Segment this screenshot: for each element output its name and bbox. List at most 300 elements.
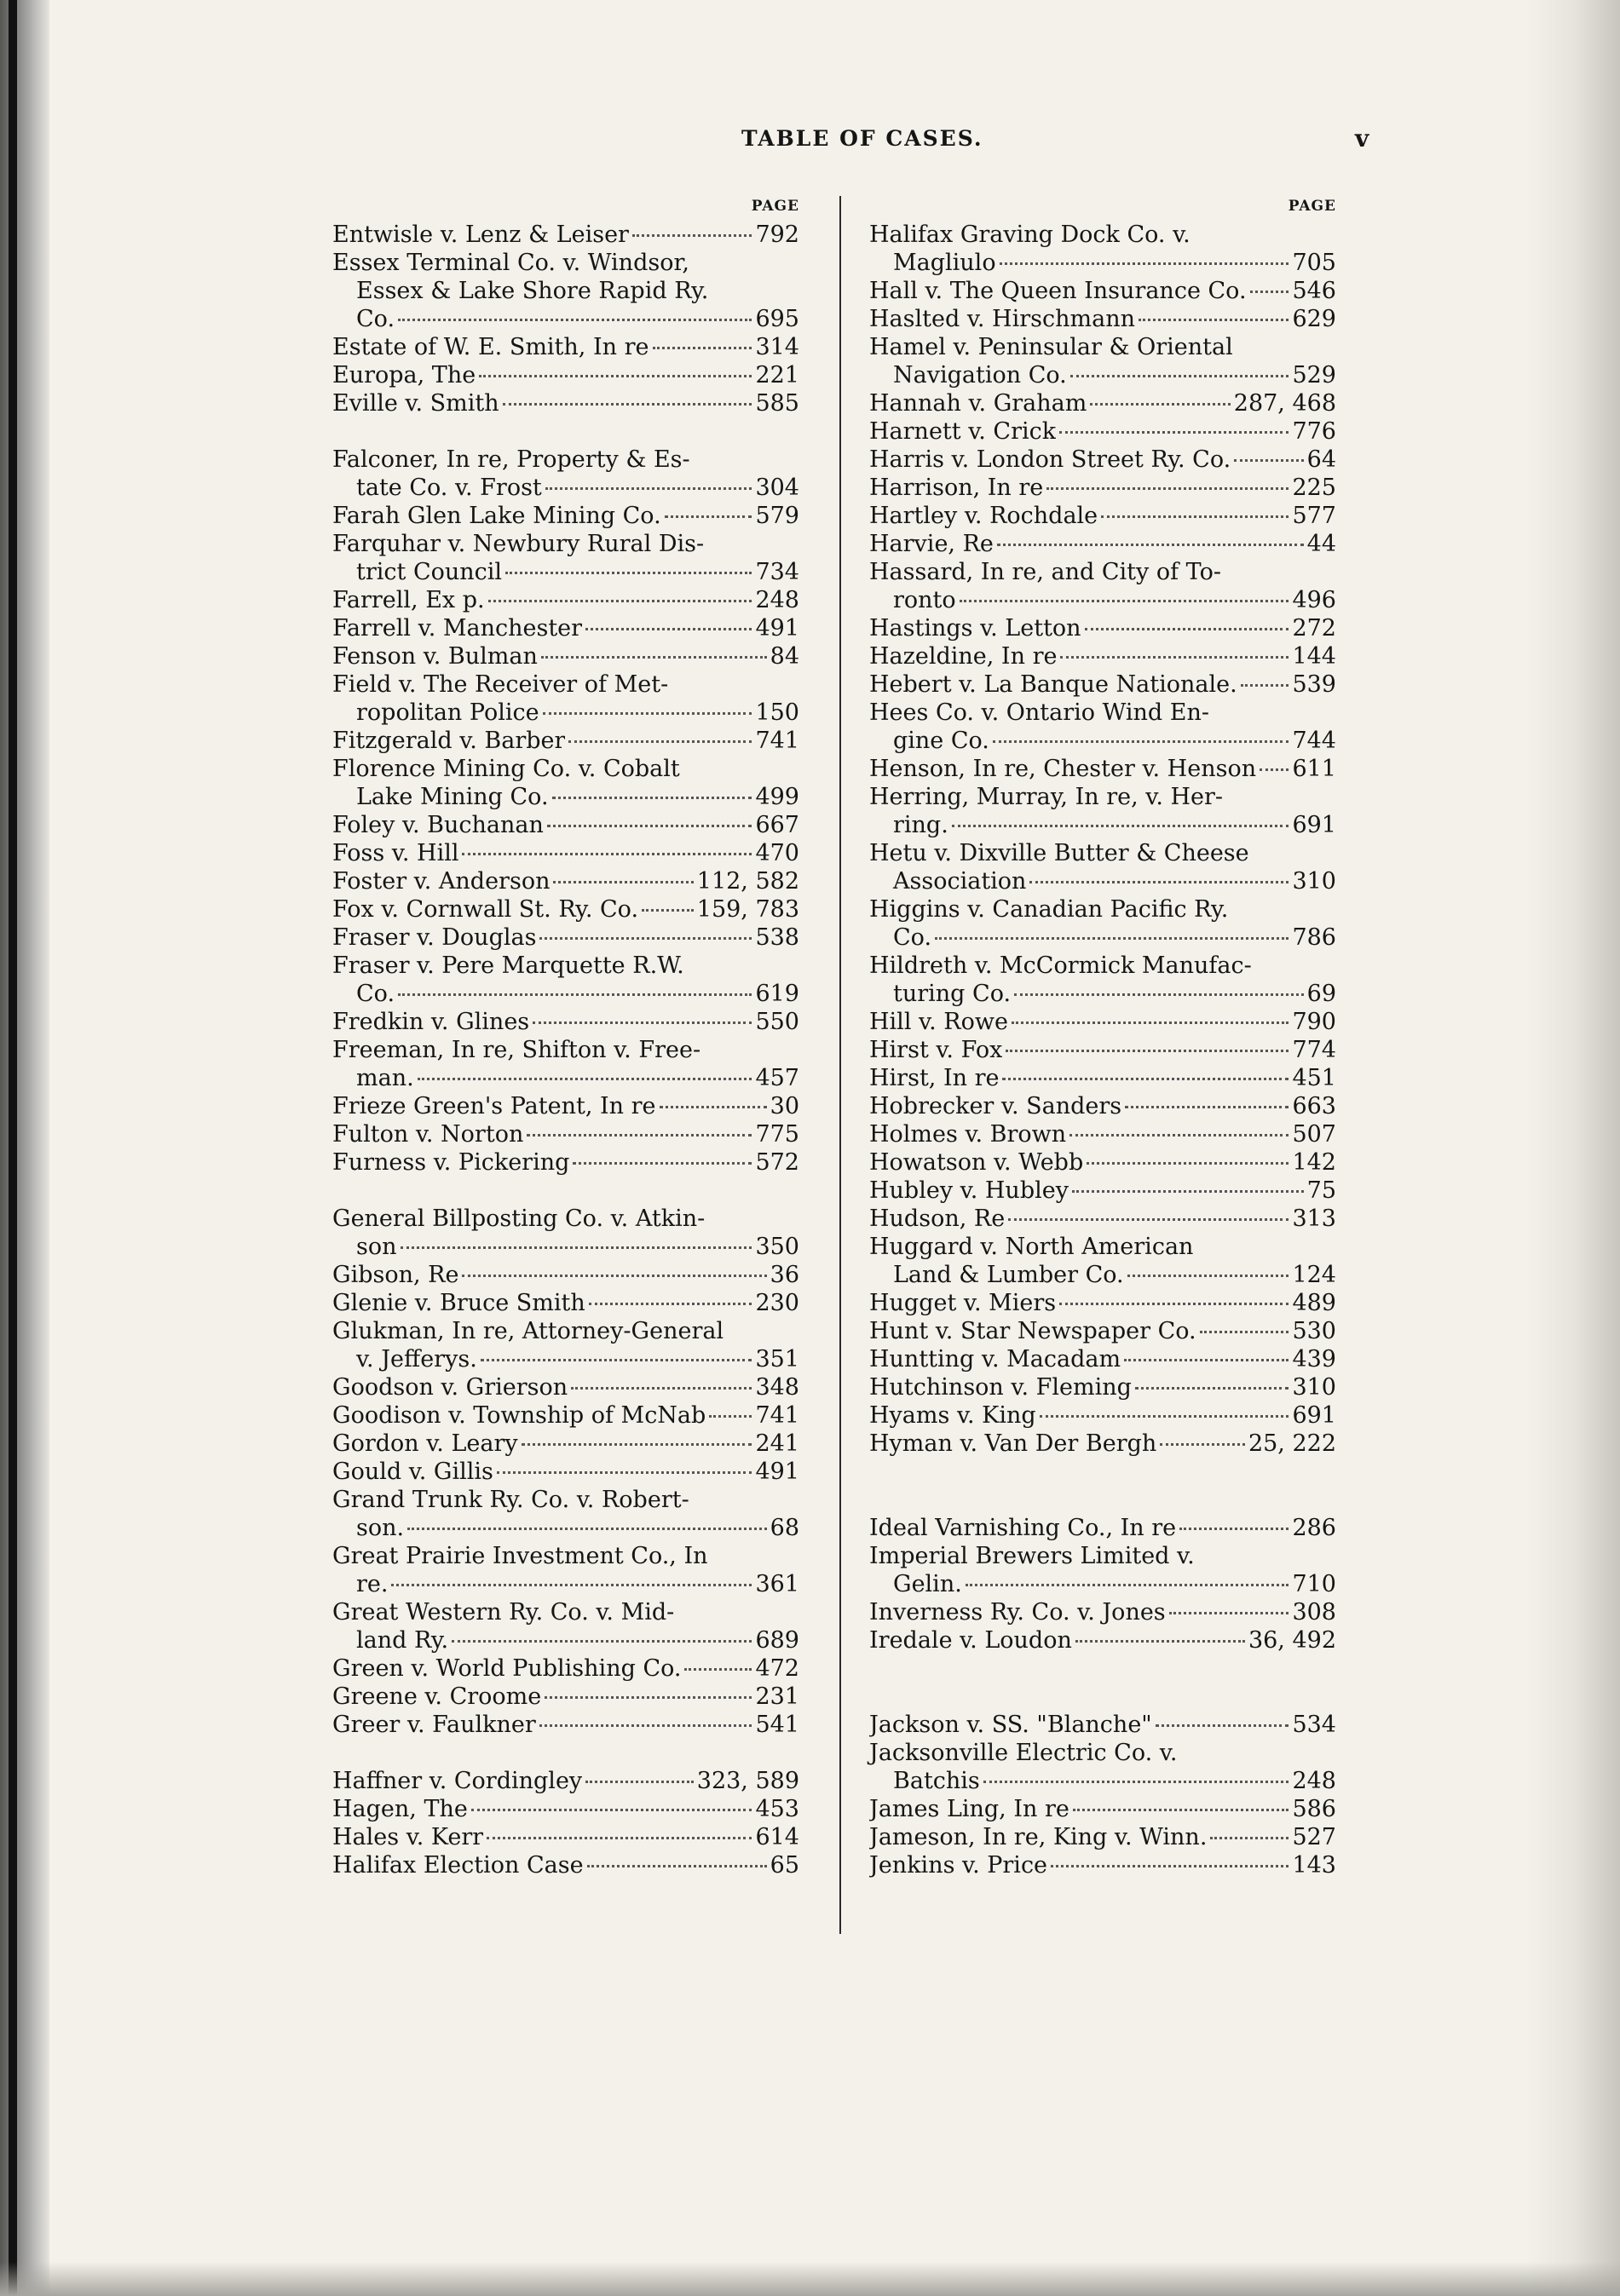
case-entry-line	[332, 474, 799, 502]
case-entry	[869, 1739, 1336, 1795]
case-name: ronto	[893, 587, 956, 613]
case-entry	[869, 417, 1336, 446]
dot-leader	[653, 344, 752, 349]
case-entry	[869, 1430, 1336, 1458]
case-entry-line	[332, 1683, 799, 1711]
case-name-line: Hamel v. Peninsular & Oriental	[869, 334, 1233, 360]
case-entry-line	[332, 839, 799, 867]
case-name: man.	[356, 1065, 414, 1091]
case-page-number: 529	[1292, 362, 1336, 388]
dot-leader	[539, 935, 752, 940]
case-entry-line	[332, 1711, 799, 1739]
case-entry-line	[869, 670, 1336, 699]
case-entry	[869, 1514, 1336, 1542]
case-page-number: 230	[755, 1290, 799, 1316]
letter-section-gap	[869, 1458, 1336, 1486]
case-entry	[332, 1373, 799, 1401]
case-entry	[332, 924, 799, 952]
case-name-line: Hildreth v. McCormick Manufac-	[869, 952, 1252, 979]
case-page-number: 790	[1292, 1009, 1336, 1035]
case-page-number: 350	[755, 1234, 799, 1260]
case-name: Frieze Green's Patent, In re	[332, 1093, 656, 1119]
case-page-number: 64	[1306, 446, 1336, 473]
case-entry-line	[869, 755, 1336, 783]
page-edge-shadow	[1526, 0, 1620, 2296]
case-entry	[869, 1120, 1336, 1148]
case-name: turing Co.	[893, 981, 1012, 1007]
case-name: Co.	[356, 981, 395, 1007]
case-entry-line	[869, 1401, 1336, 1430]
case-entry	[869, 642, 1336, 670]
case-entry	[332, 361, 799, 389]
dot-leader	[1087, 1160, 1289, 1165]
case-entry	[869, 1851, 1336, 1879]
case-entry-line	[869, 614, 1336, 642]
case-entry-line	[332, 558, 799, 586]
page-number: v	[1355, 124, 1369, 152]
case-entry	[332, 446, 799, 502]
case-name-line: Field v. The Receiver of Met-	[332, 671, 669, 698]
case-page-number: 775	[755, 1121, 799, 1148]
case-name: Glenie v. Bruce Smith	[332, 1290, 585, 1316]
case-name-line: Glukman, In re, Attorney-General	[332, 1318, 724, 1344]
case-name: Huntting v. Macadam	[869, 1346, 1121, 1372]
case-entry-line	[869, 277, 1336, 305]
dot-leader	[552, 794, 752, 799]
dot-leader	[462, 850, 752, 855]
dot-leader	[418, 1075, 752, 1080]
case-page-number: 286	[1292, 1515, 1336, 1541]
letter-section-gap	[869, 1486, 1336, 1514]
case-entry	[869, 1795, 1336, 1823]
case-entry-line	[332, 1430, 799, 1458]
case-page-number: 314	[755, 334, 799, 360]
dot-leader	[684, 1666, 752, 1671]
dot-leader	[571, 1384, 752, 1390]
dot-leader	[1051, 1862, 1289, 1867]
dot-leader	[1135, 1384, 1289, 1390]
case-entry-line	[869, 389, 1336, 417]
case-entry-line	[332, 1289, 799, 1317]
case-entry	[332, 1795, 799, 1823]
case-name: Hirst, In re	[869, 1065, 1000, 1091]
case-entry	[869, 277, 1336, 305]
case-entry-line	[869, 1317, 1336, 1345]
case-entry-line	[869, 727, 1336, 755]
dot-leader	[497, 1469, 752, 1474]
case-page-number: 248	[755, 587, 799, 613]
dot-leader	[488, 597, 752, 602]
case-name-line: Halifax Graving Dock Co. v.	[869, 222, 1190, 248]
case-entry	[332, 1458, 799, 1486]
case-entry-line	[332, 1373, 799, 1401]
case-name: Hagen, The	[332, 1796, 468, 1822]
case-entry-line	[869, 642, 1336, 670]
letter-section-gap	[869, 1654, 1336, 1683]
case-name: Foss v. Hill	[332, 840, 459, 866]
case-entry	[869, 1823, 1336, 1851]
case-page-number: 457	[755, 1065, 799, 1091]
case-page-number: 225	[1292, 475, 1336, 501]
case-page-number: 112, 582	[696, 868, 799, 895]
case-page-number: 310	[1292, 868, 1336, 895]
case-entry-line	[332, 642, 799, 670]
case-entry-line	[869, 1289, 1336, 1317]
dot-leader	[1000, 260, 1289, 265]
case-page-number: 489	[1292, 1290, 1336, 1316]
case-name: Hunt v. Star Newspaper Co.	[869, 1318, 1196, 1344]
case-page-number: 546	[1292, 278, 1336, 304]
dot-leader	[1090, 400, 1230, 406]
case-entry	[332, 1120, 799, 1148]
case-name-line: Hassard, In re, and City of To-	[869, 559, 1221, 585]
dot-leader	[1156, 1722, 1289, 1727]
case-entry-line	[332, 699, 799, 727]
case-page-number: 30	[770, 1093, 799, 1119]
case-name: Batchis	[893, 1768, 980, 1794]
case-entry-line	[869, 249, 1336, 277]
case-page-number: 539	[1292, 671, 1336, 698]
case-entry	[869, 895, 1336, 952]
case-page-number: 663	[1292, 1093, 1336, 1119]
case-page-number: 572	[755, 1149, 799, 1176]
case-entry-line	[869, 417, 1336, 446]
case-entry-line	[332, 895, 799, 924]
dot-leader	[481, 1356, 752, 1361]
case-entry	[332, 1486, 799, 1542]
case-entry-line	[332, 1823, 799, 1851]
case-name: Halifax Election Case	[332, 1852, 584, 1879]
case-entry	[332, 1823, 799, 1851]
case-page-number: 741	[755, 728, 799, 754]
case-entry	[869, 1148, 1336, 1177]
case-page-number: 144	[1292, 643, 1336, 670]
case-name: Harrison, In re	[869, 475, 1044, 501]
case-page-number: 695	[755, 306, 799, 332]
case-entry	[869, 1598, 1336, 1626]
case-entry-line	[869, 924, 1336, 952]
case-name: Magliulo	[893, 250, 996, 276]
case-entry-line	[332, 1092, 799, 1120]
dot-leader	[709, 1413, 752, 1418]
case-page-number: 287, 468	[1233, 390, 1336, 417]
case-page-number: 619	[755, 981, 799, 1007]
case-entry	[332, 755, 799, 811]
right-page-label: PAGE	[1288, 198, 1336, 215]
case-entry	[869, 783, 1336, 839]
dot-leader	[547, 822, 752, 827]
case-entry	[869, 1205, 1336, 1233]
case-name: Fulton v. Norton	[332, 1121, 524, 1148]
case-entry	[869, 1036, 1336, 1064]
case-page-number: 150	[755, 699, 799, 726]
case-entry	[332, 333, 799, 361]
case-entry	[332, 586, 799, 614]
case-name: Haffner v. Cordingley	[332, 1768, 583, 1794]
case-entry-line	[869, 1064, 1336, 1092]
dot-leader	[1101, 513, 1289, 518]
case-entry	[332, 1401, 799, 1430]
case-entry	[869, 1542, 1336, 1598]
case-name: Fredkin v. Glines	[332, 1009, 530, 1035]
case-entry	[869, 1317, 1336, 1345]
dot-leader	[1139, 316, 1289, 321]
case-name: Land & Lumber Co.	[893, 1262, 1124, 1288]
dot-leader	[505, 569, 752, 574]
dot-leader	[632, 232, 752, 237]
case-entry	[332, 952, 799, 1008]
dot-leader	[1040, 1413, 1289, 1418]
case-entry-line	[869, 1345, 1336, 1373]
case-entry	[332, 614, 799, 642]
case-entry	[869, 474, 1336, 502]
case-name-line: Grand Trunk Ry. Co. v. Robert-	[332, 1487, 689, 1513]
case-page-number: 75	[1306, 1177, 1336, 1204]
case-name: Harris v. London Street Ry. Co.	[869, 446, 1231, 473]
case-entry	[332, 1851, 799, 1879]
dot-leader	[589, 1300, 752, 1305]
case-entry	[869, 446, 1336, 474]
dot-leader	[487, 1834, 752, 1839]
dot-leader	[401, 1244, 752, 1249]
dot-leader	[539, 1722, 752, 1727]
case-page-number: 541	[755, 1712, 799, 1738]
case-entry-line	[332, 1401, 799, 1430]
case-name-line: Essex Terminal Co. v. Windsor,	[332, 250, 689, 276]
case-entry-line	[332, 1064, 799, 1092]
case-entry	[332, 1598, 799, 1654]
case-page-number: 470	[755, 840, 799, 866]
dot-leader	[1179, 1525, 1289, 1530]
case-entry	[332, 1711, 799, 1739]
case-entry	[869, 1233, 1336, 1289]
case-entry	[332, 642, 799, 670]
left-column	[332, 192, 799, 1879]
case-entry-line	[332, 1795, 799, 1823]
case-name: Navigation Co.	[893, 362, 1067, 388]
case-page-number: 741	[755, 1402, 799, 1429]
left-page-label: PAGE	[751, 198, 799, 215]
case-name: Jackson v. SS. "Blanche"	[869, 1712, 1152, 1738]
case-name: Hazeldine, In re	[869, 643, 1058, 670]
case-entry	[869, 1626, 1336, 1654]
case-name: Farah Glen Lake Mining Co.	[332, 503, 661, 529]
case-name-line: Imperial Brewers Limited v.	[869, 1543, 1195, 1569]
case-entry-line	[869, 1795, 1336, 1823]
case-entry-line	[332, 1570, 799, 1598]
case-page-number: 124	[1292, 1262, 1336, 1288]
case-name: Haslted v. Hirschmann	[869, 306, 1135, 332]
case-entry	[869, 558, 1336, 614]
case-name: gine Co.	[893, 728, 989, 754]
case-page-number: 241	[755, 1430, 799, 1457]
dot-leader	[935, 935, 1289, 940]
case-page-number: 491	[755, 615, 799, 642]
case-name: Farrell v. Manchester	[332, 615, 583, 642]
case-name: Jameson, In re, King v. Winn.	[869, 1824, 1208, 1850]
case-entry-line	[332, 1148, 799, 1177]
dot-leader	[527, 1131, 752, 1136]
case-entry-line	[332, 924, 799, 952]
case-page-number: 792	[755, 222, 799, 248]
case-entry-line	[869, 305, 1336, 333]
dot-leader	[585, 625, 752, 630]
case-entry-line	[869, 474, 1336, 502]
dot-leader	[1069, 1131, 1289, 1136]
dot-leader	[407, 1525, 767, 1530]
case-entry-line	[332, 1654, 799, 1683]
dot-leader	[479, 372, 752, 377]
case-name: Hebert v. La Banque Nationale.	[869, 671, 1237, 698]
case-entry-line	[869, 1092, 1336, 1120]
case-entry	[332, 1767, 799, 1795]
case-entry	[869, 614, 1336, 642]
case-name: Hartley v. Rochdale	[869, 503, 1098, 529]
dot-leader	[1210, 1834, 1289, 1839]
case-page-number: 25, 222	[1248, 1430, 1336, 1457]
case-entry	[869, 389, 1336, 417]
dot-leader	[553, 878, 693, 883]
case-entry	[869, 952, 1336, 1008]
case-entry	[869, 699, 1336, 755]
case-name: Gould v. Gillis	[332, 1459, 493, 1485]
letter-section-gap	[869, 1683, 1336, 1711]
case-entry-line	[332, 586, 799, 614]
case-page-number: 142	[1292, 1149, 1336, 1176]
case-entry-line	[332, 1767, 799, 1795]
dot-leader	[391, 1581, 752, 1586]
case-entry-line	[869, 502, 1336, 530]
case-name: Europa, The	[332, 362, 476, 388]
case-page-number: 304	[755, 475, 799, 501]
case-entry-line	[869, 1711, 1336, 1739]
case-page-number: 744	[1292, 728, 1336, 754]
case-page-number: 221	[755, 362, 799, 388]
dot-leader	[1160, 1441, 1245, 1446]
case-name-line: Herring, Murray, In re, v. Her-	[869, 784, 1224, 810]
case-name: Ideal Varnishing Co., In re	[869, 1515, 1177, 1541]
case-name: Greene v. Croome	[332, 1683, 542, 1710]
case-entry	[332, 221, 799, 249]
case-name-line: Farquhar v. Newbury Rural Dis-	[332, 531, 705, 557]
dot-leader	[952, 822, 1289, 827]
case-page-number: 248	[1292, 1768, 1336, 1794]
case-page-number: 313	[1292, 1206, 1336, 1232]
case-name: Foley v. Buchanan	[332, 812, 544, 838]
case-entry-line	[869, 1430, 1336, 1458]
case-page-number: 36	[770, 1262, 799, 1288]
case-name: Harvie, Re	[869, 531, 994, 557]
case-entry-line	[869, 1120, 1336, 1148]
case-name-line: Freeman, In re, Shifton v. Free-	[332, 1037, 701, 1063]
case-entry-line	[332, 1233, 799, 1261]
case-page-number: 361	[755, 1571, 799, 1597]
case-entry-line	[869, 811, 1336, 839]
case-page-number: 691	[1292, 812, 1336, 838]
case-name: Hyams v. King	[869, 1402, 1036, 1429]
case-entry	[332, 249, 799, 333]
case-entry	[869, 1064, 1336, 1092]
case-page-number: 538	[755, 924, 799, 951]
case-name: Gelin.	[893, 1571, 962, 1597]
case-entry	[332, 1036, 799, 1092]
case-name: Hugget v. Miers	[869, 1290, 1057, 1316]
case-page-number: 496	[1292, 587, 1336, 613]
case-page-number: 550	[755, 1009, 799, 1035]
dot-leader	[1029, 878, 1289, 883]
case-page-number: 734	[755, 559, 799, 585]
dot-leader	[642, 906, 694, 912]
dot-leader	[1075, 1637, 1245, 1643]
case-entry-line	[332, 1008, 799, 1036]
case-entry-line	[332, 305, 799, 333]
right-column	[869, 192, 1336, 1879]
case-name: Fox v. Cornwall St. Ry. Co.	[332, 896, 639, 923]
case-entry	[332, 502, 799, 530]
case-name-line: Higgins v. Canadian Pacific Ry.	[869, 896, 1229, 923]
case-name: Harnett v. Crick	[869, 418, 1057, 445]
dot-leader	[1014, 991, 1304, 996]
case-name: Greer v. Faulkner	[332, 1712, 536, 1738]
case-entry	[332, 867, 799, 895]
case-entry	[332, 389, 799, 417]
case-page-number: 453	[755, 1796, 799, 1822]
dot-leader	[1169, 1609, 1289, 1614]
case-page-number: 614	[755, 1824, 799, 1850]
dot-leader	[398, 316, 752, 321]
case-entry-line	[869, 361, 1336, 389]
case-name: Hutchinson v. Fleming	[869, 1374, 1132, 1401]
case-name: Fraser v. Douglas	[332, 924, 537, 951]
dot-leader	[545, 485, 752, 490]
dot-leader	[541, 653, 767, 659]
case-entry	[869, 1289, 1336, 1317]
case-name: Holmes v. Brown	[869, 1121, 1067, 1148]
running-title: TABLE OF CASES.	[741, 126, 983, 151]
case-name: Goodson v. Grierson	[332, 1374, 568, 1401]
case-page-number: 69	[1306, 981, 1336, 1007]
dot-leader	[1060, 653, 1289, 659]
page-bottom-shadow	[0, 2262, 1620, 2296]
case-entry-line	[869, 1008, 1336, 1036]
case-entry-line	[869, 446, 1336, 474]
dot-leader	[1241, 682, 1289, 687]
case-page-number: 786	[1292, 924, 1336, 951]
book-spine-edge	[9, 0, 17, 2296]
case-name: Hannah v. Graham	[869, 390, 1087, 417]
case-entry	[332, 727, 799, 755]
case-entry-line	[332, 502, 799, 530]
case-page-number: 530	[1292, 1318, 1336, 1344]
dot-leader	[452, 1637, 752, 1643]
case-entry-line	[869, 1851, 1336, 1879]
case-page-number: 491	[755, 1459, 799, 1485]
dot-leader	[1127, 1272, 1289, 1277]
case-name: son	[356, 1234, 397, 1260]
case-entry	[332, 1008, 799, 1036]
case-entry	[332, 1542, 799, 1598]
case-entry	[869, 333, 1336, 389]
case-page-number: 776	[1292, 418, 1336, 445]
case-name: re.	[356, 1571, 389, 1597]
case-name: Hudson, Re	[869, 1206, 1006, 1232]
case-entry	[332, 1092, 799, 1120]
case-entry-line	[869, 1570, 1336, 1598]
case-entry-line	[869, 867, 1336, 895]
case-name: Farrell, Ex p.	[332, 587, 485, 613]
case-entry	[332, 1317, 799, 1373]
case-entry	[869, 305, 1336, 333]
